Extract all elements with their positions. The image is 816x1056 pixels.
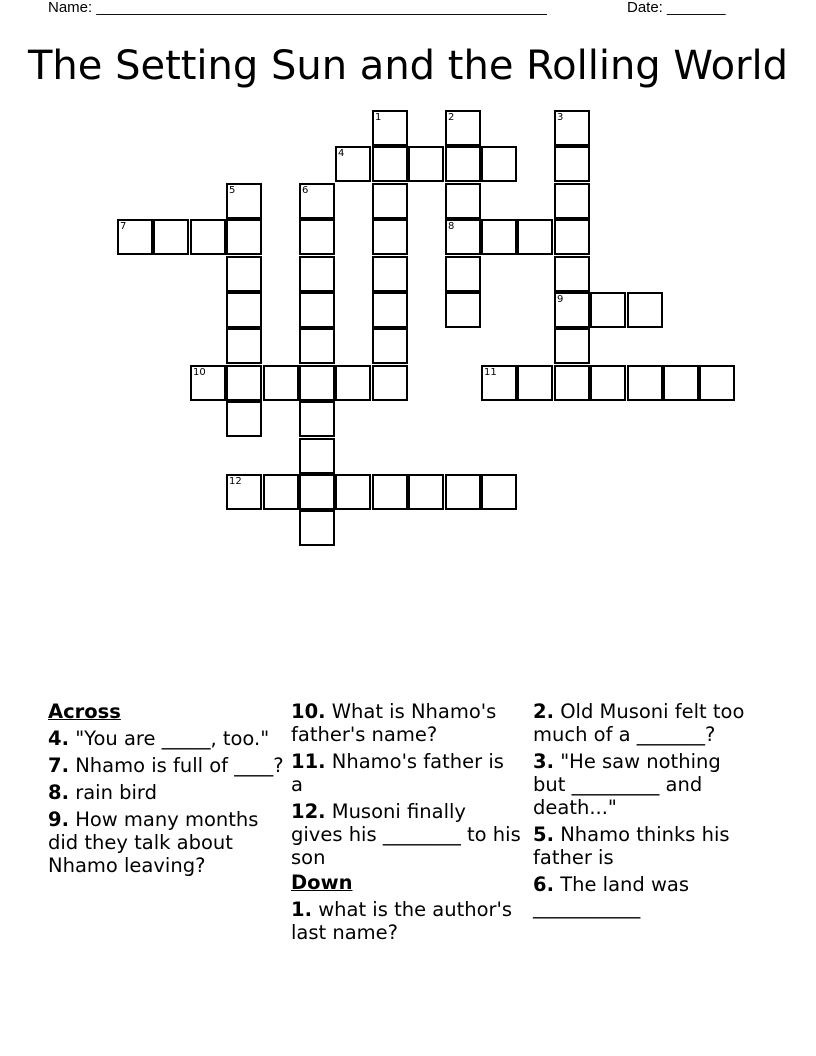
grid-cell[interactable] [445,110,481,146]
grid-cell[interactable] [226,292,262,328]
grid-cell[interactable] [590,292,626,328]
grid-cell[interactable] [335,146,371,182]
name-field-label: Name: ______________________________________________________ [48,0,547,16]
clue-number: 11 [484,367,497,378]
grid-cell[interactable] [190,365,226,401]
grid-cell[interactable] [299,510,335,546]
grid-cell[interactable] [517,219,553,255]
grid-cell[interactable] [481,146,517,182]
page-title: The Setting Sun and the Rolling World [27,43,789,89]
grid-cell[interactable] [372,256,408,292]
clue-number: 2 [448,112,455,123]
clue-down-2: 2. Old Musoni felt too much of a _______? [533,700,745,746]
grid-cell[interactable] [590,365,626,401]
clue-across-11: 11. Nhamo's father is a [291,750,504,796]
clue-across-10: 10. What is Nhamo's father's name? [291,700,497,746]
clue-across-7: 7. Nhamo is full of ____? [48,754,284,777]
clue-number: 10 [193,367,206,378]
grid-cell[interactable] [226,401,262,437]
clue-across-8: 8. rain bird [48,781,157,804]
grid-cell[interactable] [372,474,408,510]
grid-cell[interactable] [445,219,481,255]
grid-cell[interactable] [299,219,335,255]
grid-cell[interactable] [445,474,481,510]
grid-cell[interactable] [663,365,699,401]
clue-across-9: 9. How many months did they talk about Nhamo leaving? [48,808,259,877]
clue-number: 1 [375,112,382,123]
grid-cell[interactable] [263,474,299,510]
grid-cell[interactable] [372,183,408,219]
clue-number: 5 [229,185,236,196]
grid-cell[interactable] [299,401,335,437]
grid-cell[interactable] [445,183,481,219]
grid-cell[interactable] [372,110,408,146]
grid-cell[interactable] [299,256,335,292]
grid-cell[interactable] [335,365,371,401]
grid-cell[interactable] [226,328,262,364]
clues-column-1 [48,700,284,881]
grid-cell[interactable] [190,219,226,255]
clue-number: 4 [338,148,345,159]
clue-number: 9 [557,294,564,305]
grid-cell[interactable] [554,110,590,146]
grid-cell[interactable] [372,328,408,364]
clues-column-3 [533,700,755,923]
grid-cell[interactable] [408,474,444,510]
grid-cell[interactable] [445,256,481,292]
grid-cell[interactable] [372,219,408,255]
clue-number: 8 [448,221,455,232]
clue-down-5: 5. Nhamo thinks his father is [533,823,730,869]
grid-cell[interactable] [226,365,262,401]
grid-cell[interactable] [627,292,663,328]
grid-cell[interactable] [554,328,590,364]
grid-cell[interactable] [554,256,590,292]
grid-cell[interactable] [372,292,408,328]
down-heading: Down [291,871,353,894]
grid-cell[interactable] [299,292,335,328]
clue-down-6: 6. The land was ___________ [533,873,690,919]
clues-column-2 [291,700,521,948]
grid-cell[interactable] [226,219,262,255]
grid-cell[interactable] [554,292,590,328]
grid-cell[interactable] [299,438,335,474]
grid-cell[interactable] [517,365,553,401]
grid-cell[interactable] [335,474,371,510]
grid-cell[interactable] [226,256,262,292]
grid-cell[interactable] [481,365,517,401]
grid-cell[interactable] [299,365,335,401]
grid-cell[interactable] [554,365,590,401]
grid-cell[interactable] [226,183,262,219]
grid-cell[interactable] [299,183,335,219]
grid-cell[interactable] [554,219,590,255]
grid-cell[interactable] [226,474,262,510]
clue-number: 6 [302,185,309,196]
clue-across-12: 12. Musoni finally gives his ________ to his son [291,800,521,869]
grid-cell[interactable] [445,292,481,328]
grid-cell[interactable] [153,219,189,255]
across-heading: Across [48,700,121,723]
grid-cell[interactable] [117,219,153,255]
grid-cell[interactable] [699,365,735,401]
grid-cell[interactable] [372,365,408,401]
grid-cell[interactable] [481,474,517,510]
grid-cell[interactable] [481,219,517,255]
grid-cell[interactable] [445,146,481,182]
grid-cell[interactable] [263,365,299,401]
clue-across-4: 4. "You are _____, too." [48,727,270,750]
grid-cell[interactable] [408,146,444,182]
clue-down-1: 1. what is the author's last name? [291,898,513,944]
grid-cell[interactable] [299,474,335,510]
clue-number: 12 [229,476,242,487]
grid-cell[interactable] [554,183,590,219]
grid-cell[interactable] [627,365,663,401]
grid-cell[interactable] [372,146,408,182]
clue-number: 3 [557,112,564,123]
grid-cell[interactable] [299,328,335,364]
date-field-label: Date: _______ [627,0,726,16]
grid-cell[interactable] [554,146,590,182]
clue-down-3: 3. "He saw nothing but _________ and death..." [533,750,721,819]
clue-number: 7 [120,221,127,232]
